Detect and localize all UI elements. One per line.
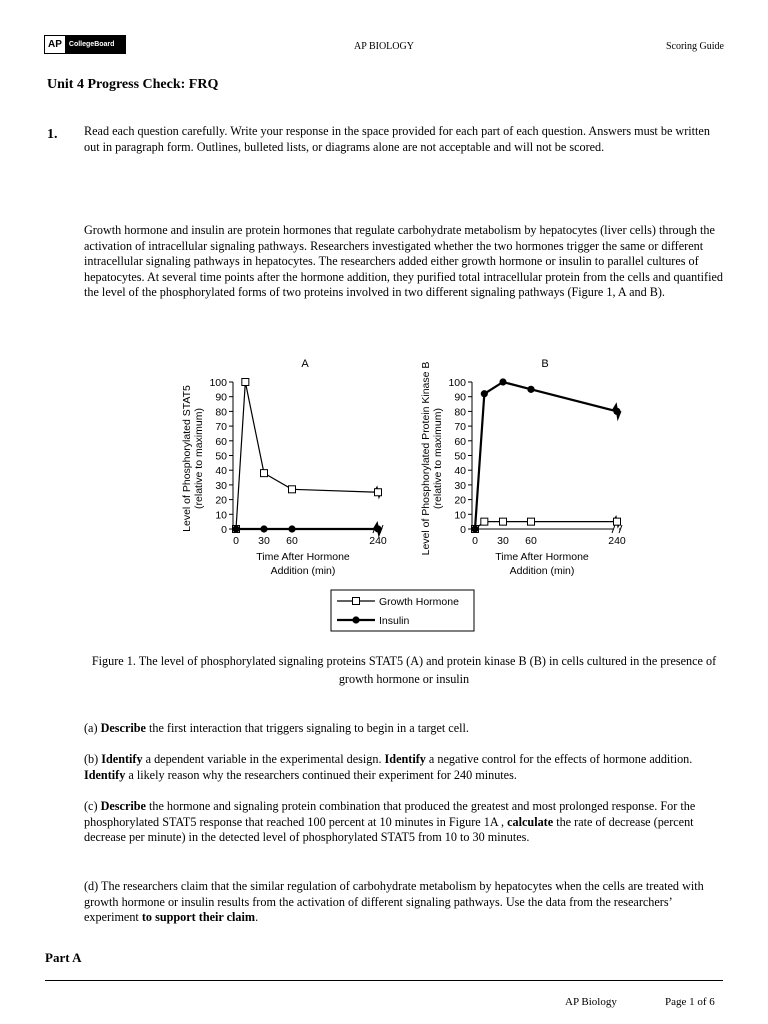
chart-a-growth-hormone-line bbox=[236, 382, 381, 529]
chart-a-x-tick-label: 0 bbox=[233, 535, 239, 547]
question-number: 1. bbox=[47, 127, 58, 142]
chart-b-y-tick-label: 80 bbox=[454, 406, 466, 419]
chart-a-x-label-line2: Addition (min) bbox=[270, 565, 336, 577]
chart-b-y-tick-label: 20 bbox=[454, 494, 466, 507]
chart-b-insulin-line bbox=[475, 382, 620, 529]
page-title: Unit 4 Progress Check: FRQ bbox=[47, 77, 219, 92]
chart-a-y-tick-label: 60 bbox=[215, 435, 227, 448]
chart-b-y-tick-label: 60 bbox=[454, 435, 466, 448]
chart-a-growth-hormone-point bbox=[242, 379, 249, 386]
chart-b-y-tick-label: 40 bbox=[454, 465, 466, 478]
chart-b-x-tick-label: 30 bbox=[497, 535, 509, 547]
logo-ap: AP bbox=[45, 36, 65, 53]
chart-b-growth-hormone-line bbox=[475, 517, 620, 529]
chart-b-growth-hormone-point bbox=[614, 518, 621, 525]
legend-marker-growth-hormone bbox=[353, 598, 360, 605]
legend-label: Growth Hormone bbox=[379, 596, 459, 608]
chart-a-y-tick-label: 10 bbox=[215, 509, 227, 522]
chart-a-x-tick-label: 240 bbox=[369, 535, 387, 547]
instructions: Read each question carefully. Write your response in the space provided for each part of each question. Answers must be written out in paragraph form. Outlines, bulleted lists, or diagrams alone are not acceptable and will not be scored. bbox=[84, 124, 710, 154]
chart-b-growth-hormone-point bbox=[528, 518, 535, 525]
legend-marker-insulin bbox=[352, 616, 359, 623]
part-a-heading: Part A bbox=[45, 950, 82, 965]
chart-a-y-tick-label: 30 bbox=[215, 479, 227, 492]
chart-a-y-tick-label: 0 bbox=[221, 524, 227, 536]
page-number: Page 1 of 6 bbox=[665, 996, 715, 1008]
chart-b-y-tick-label: 70 bbox=[454, 421, 466, 434]
chart-a-insulin-point bbox=[260, 525, 267, 532]
chart-b-x-axis-break bbox=[612, 525, 622, 533]
chart-a-y-tick-label: 50 bbox=[215, 450, 227, 463]
footer-subject: AP Biology bbox=[565, 996, 617, 1008]
chart-b-y-tick-label: 50 bbox=[454, 450, 466, 463]
chart-b-x-tick-label: 60 bbox=[525, 535, 537, 547]
footer-divider bbox=[45, 980, 723, 981]
chart-a-title: A bbox=[301, 358, 309, 370]
part-c-prompt: (c) Describe the hormone and signaling protein combination that produced the greatest and most prolonged response. For the phosphorylated STAT5 response that reached 100 percent at 10 minutes in Figure 1A , calculate the rate of decrease (percent decrease per minute) in the detected level of phosphorylated STAT5 from 10 to 30 minutes. bbox=[84, 799, 696, 845]
chart-b-y-tick-label: 90 bbox=[454, 391, 466, 404]
chart-a-x-tick-label: 30 bbox=[258, 535, 270, 547]
chart-a-growth-hormone-point bbox=[261, 470, 268, 477]
chart-b-y-tick-label: 100 bbox=[448, 377, 466, 389]
chart-a-y-tick-label: 40 bbox=[215, 465, 227, 478]
chart-b-x-tick-label: 240 bbox=[608, 535, 626, 547]
chart-b-title: B bbox=[541, 358, 549, 370]
legend-label: Insulin bbox=[379, 615, 410, 627]
chart-b-growth-hormone-point bbox=[481, 518, 488, 525]
chart-legend bbox=[331, 590, 474, 631]
chart-a-y-tick-label: 100 bbox=[209, 377, 227, 389]
chart-b-x-label-line2: Addition (min) bbox=[509, 565, 575, 577]
part-b-prompt: (b) Identify a dependent variable in the experimental design. Identify a negative control for the effects of hormone addition. Identify a likely reason why the researchers continued their experiment for 240 minutes. bbox=[84, 752, 693, 782]
figure-1 bbox=[160, 350, 660, 640]
chart-b-y-tick-label: 30 bbox=[454, 479, 466, 492]
chart-a-x-label-line1: Time After Hormone bbox=[256, 551, 350, 563]
chart-b-insulin-point bbox=[527, 386, 534, 393]
part-d-prompt: (d) The researchers claim that the similar regulation of carbohydrate metabolism by hepatocytes when the cells are treated with growth hormone or insulin results from the activation of different signaling pathways. Use the data from the researchers’ experiment to support their claim. bbox=[84, 879, 704, 925]
chart-b-x-tick-label: 0 bbox=[472, 535, 478, 547]
header-subject: AP BIOLOGY bbox=[354, 41, 414, 52]
logo-collegeboard: CollegeBoard bbox=[65, 36, 125, 53]
chart-a-growth-hormone-point bbox=[375, 489, 382, 496]
chart-b-insulin-point bbox=[471, 525, 478, 532]
chart-a-growth-hormone-point bbox=[289, 486, 296, 493]
chart-a-insulin-point bbox=[288, 525, 295, 532]
chart-a-y-label-line1: Level of Phosphorylated STAT5 bbox=[181, 385, 193, 532]
figure-caption: Figure 1. The level of phosphorylated signaling proteins STAT5 (A) and protein kinase B (B) in cells cultured in the presence of growth hormone or insulin bbox=[91, 654, 717, 686]
chart-a-insulin-line bbox=[236, 524, 381, 534]
chart-a-insulin-point bbox=[232, 525, 239, 532]
header-doc-type: Scoring Guide bbox=[665, 41, 724, 52]
chart-b-y-tick-label: 0 bbox=[460, 524, 466, 536]
chart-b-y-label-line2: (relative to maximum) bbox=[432, 408, 444, 509]
chart-a-x-tick-label: 60 bbox=[286, 535, 298, 547]
question-stem: Growth hormone and insulin are protein hormones that regulate carbohydrate metabolism by hepatocytes (liver cells) through the activation of intracellular signaling pathways. Researchers investigated whether the two hormones trigger the same or different intracellular signaling pathways in hepatocytes. The researchers added either growth hormone or insulin to parallel cultures of hepatocytes. At several time points after the hormone addition, they purified total intracellular protein from the cells and quantified the level of the phosphorylated forms of two proteins involved in two different signaling pathways (Figure 1, A and B). bbox=[84, 223, 723, 300]
chart-b-insulin-point bbox=[613, 408, 620, 415]
chart-a-y-tick-label: 80 bbox=[215, 406, 227, 419]
chart-a-y-tick-label: 20 bbox=[215, 494, 227, 507]
chart-b-insulin-point bbox=[481, 390, 488, 397]
chart-b-y-tick-label: 10 bbox=[454, 509, 466, 522]
chart-panel-b bbox=[420, 358, 626, 577]
chart-b-y-label-line1: Level of Phosphorylated Protein Kinase B bbox=[420, 361, 432, 556]
part-a-prompt: (a) Describe the first interaction that triggers signaling to begin in a target cell. bbox=[84, 721, 469, 735]
chart-a-y-tick-label: 90 bbox=[215, 391, 227, 404]
chart-b-x-label-line1: Time After Hormone bbox=[495, 551, 589, 563]
chart-b-growth-hormone-point bbox=[500, 518, 507, 525]
chart-panel-a bbox=[181, 358, 387, 577]
chart-a-y-tick-label: 70 bbox=[215, 421, 227, 434]
chart-a-y-label-line2: (relative to maximum) bbox=[193, 408, 205, 509]
chart-a-insulin-point bbox=[374, 525, 381, 532]
chart-b-insulin-point bbox=[499, 378, 506, 385]
